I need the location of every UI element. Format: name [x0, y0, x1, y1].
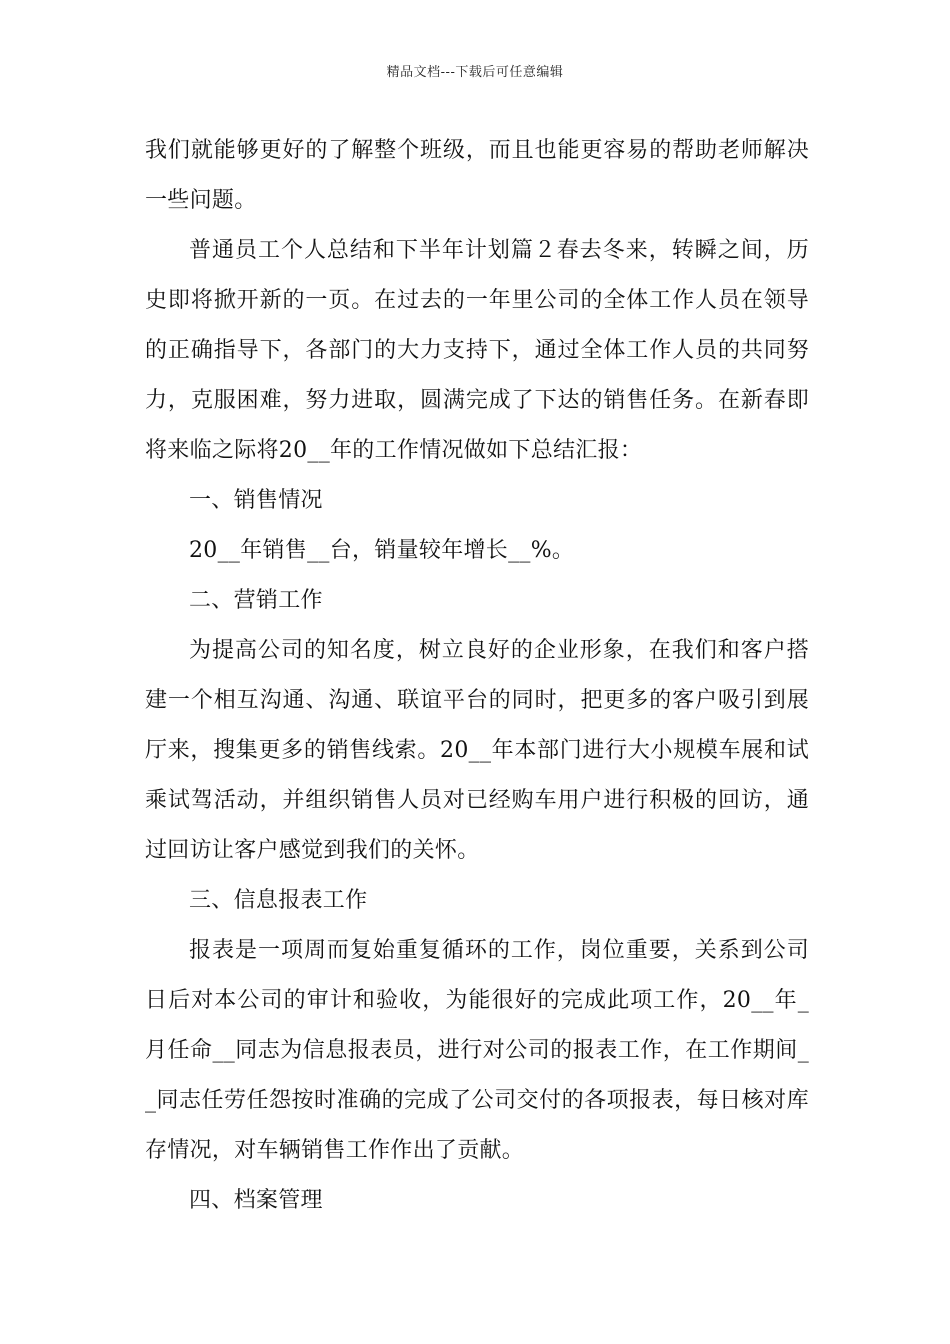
paragraph-sales: 20__年销售__台，销量较年增长__%。	[189, 538, 575, 563]
paragraph-reports: 报表是一项周而复始重复循环的工作，岗位重要，关系到公司日后对本公司的审计和验收，为能很好的完成此项工作，20__年_月任命__同志为信息报表员，进行对公司的报表工作，在工作期间__同志任劳任怨按时准确的完成了公司交付的各项报表，每日核对库存情况，对车辆销售工作作出了贡献。	[145, 938, 809, 1163]
section-heading-sales: 一、销售情况	[189, 488, 323, 513]
section-heading-reports: 三、信息报表工作	[189, 888, 368, 913]
page-header: 精品文档---下载后可任意编辑	[386, 65, 564, 80]
section-heading-marketing: 二、营销工作	[189, 588, 323, 613]
paragraph-continued: 我们就能够更好的了解整个班级，而且也能更容易的帮助老师解决一些问题。	[145, 138, 809, 213]
document-body	[145, 126, 809, 1226]
section-heading-archives: 四、档案管理	[189, 1188, 323, 1213]
paragraph-marketing: 为提高公司的知名度，树立良好的企业形象，在我们和客户搭建一个相互沟通、沟通、联谊平台的同时，把更多的客户吸引到展厅来，搜集更多的销售线索。20__年本部门进行大小规模车展和试乘试驾活动，并组织销售人员对已经购车用户进行积极的回访，通过回访让客户感觉到我们的关怀。	[145, 638, 809, 863]
paragraph-intro: 普通员工个人总结和下半年计划篇２春去冬来，转瞬之间，历史即将掀开新的一页。在过去的一年里公司的全体工作人员在领导的正确指导下，各部门的大力支持下，通过全体工作人员的共同努力，克服困难，努力进取，圆满完成了下达的销售任务。在新春即将来临之际将20__年的工作情况做如下总结汇报：	[145, 238, 809, 463]
